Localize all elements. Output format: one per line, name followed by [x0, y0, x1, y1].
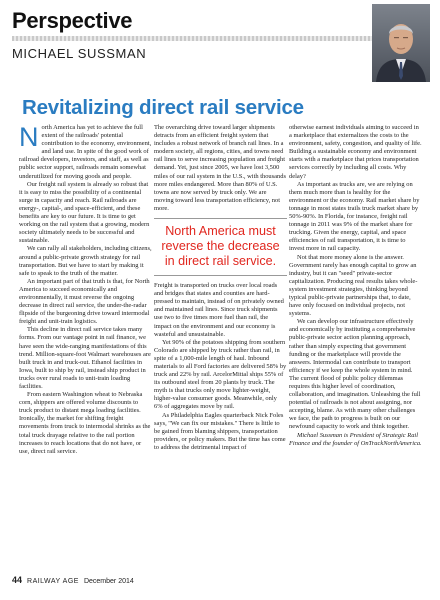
- paragraph: [19, 124, 152, 181]
- publication-name: RAILWAY AGE: [27, 578, 79, 585]
- author-photo: [372, 4, 430, 82]
- author-bio: Michael Sussman is President of Strategic Rail Finance and the founder of OnTrackNorthAmerica.: [289, 431, 422, 447]
- paragraph: From eastern Washington wheat to Nebraska corn, shippers are offered volume discounts to truck product to distant mega loading facilities. Ironically, the market for shifting freight movements from truck to intermodal shrinks as the total truck drayage relative to the rail portion increases to reach locations that do not have, or use, direct rail service.: [19, 391, 151, 455]
- paragraph: otherwise earnest individuals aiming to succeed in a marketplace that externalizes the costs to the environment, safety, congestion, and quality of life. Building a sustainable economy and environment starts with a marketplace that prices transportation services correctly by including all costs. Why delay?: [289, 124, 422, 180]
- paragraph: We can develop our infrastructure effectively and economically by instituting a comprehensive public-private sector action planning approach, rather than simply expecting that government funding or the marketplace will provide the answers. Intermodal can contribute to transport efficiency if we keep the whole system in mind. The current flood of public policy dilemmas requires this higher level of coordination, collaboration, and imagination. Unleashing the full potential of railroads is not about assigning, nor accepting, blame. As with many other challenges we face, the path to progress is built on our newfound capacity to work and think together.: [289, 318, 421, 431]
- section-label: Perspective: [12, 8, 133, 33]
- paragraph: Not that more money alone is the answer. Government rarely has enough capital to grow an industry, but it can "seed" private-sector capitalization. Producing real results takes whole-system investment strategies, thinking beyond typical public-private partnerships that, to date, have only focused on individual projects, not systems.: [289, 253, 418, 318]
- column-2-body: [154, 282, 287, 452]
- issue-date: December 2014: [83, 578, 134, 585]
- paragraph: Our freight rail system is already so robust that it is easy to miss the possibility of a continental surge in capacity and reach. Rail railroads are energy-, capital-, and space-efficient, and these benefits are key to our future. It is time to get working on the rail system that a growing, modern society ultimately needs to be successful and sustainable.: [19, 180, 150, 245]
- paragraph: As Philadelphia Eagles quarterback Nick Foles says, "We can fix our mistakes." There is little to be gained from blaming shippers, transportation providers, or policy makers. But the time has come to address the detrimental impact of: [154, 411, 286, 451]
- page-number: 44: [12, 575, 23, 585]
- paragraph: The overarching drive toward larger shipments detracts from an efficient freight system that includes a robust network of branch rail lines. In a modern society, all regions, cities, and towns need rail lines to serve increasing population and freight demand. Yet, just since 2005, we have lost 3,500 miles of our rail system in the U.S., with thousands more miles endangered. More than 80% of U.S. towns are now served by truck only. We are moving toward less transportation efficiency, not more.: [154, 124, 286, 212]
- page-footer: [12, 575, 134, 585]
- pull-quote: North America must reverse the decrease in direct rail service.: [154, 218, 287, 276]
- paragraph: An important part of that truth is that, for North America to succeed economically and environmentally, it must reverse the ongoing decrease in direct rail service, the under-the-radar flipside of the burgeoning drive toward intermodal freight and unit-train logistics.: [19, 277, 150, 326]
- paragraph: This decline in direct rail service takes many forms. From our vantage point in rail finance, we have seen the wide-ranging manifestations of this trend. Million-square-foot Walmart warehouses are built truck in and truck-out. Ethanol facilities in Iowa, built to ship by rail, instead ship product in trucks over rural roads to unit-train loading facilities.: [19, 326, 151, 390]
- paragraph: As important as trucks are, we are relying on them much more than is healthy for the environment or the economy. Rail market share by tonnage in most states trails truck market share by 50%-90%. In Florida, for instance, freight rail tonnage in 2011 was 9% of the market share for trucking. Given the energy, capital, and space efficiencies of rail transportation, it is time to invest more in rail capacity.: [289, 180, 420, 253]
- paragraph: Yet 90% of the potatoes shipping from southern Colorado are shipped by truck rather than rail, in spite of a 1,000-mile length of haul. Inbound materials to all Ford factories are delivered 58% by truck and 22% by rail. ArcelorMittal ships 55% of its outbound steel from 20 plants by truck. The myth is that trucks only move lighter-weight, higher-value consumer goods. Meanwhile, only 6% of aggregates move by rail.: [154, 338, 287, 411]
- paragraph: Freight is transported on trucks over local roads and bridges that states and counties are hard-pressed to maintain, instead of on privately owned and maintained rail lines. Since truck shipments use two to five times more fuel than rail, the impact on the environment and our economy is wasteful and unsustainable.: [154, 282, 284, 338]
- paragraph-text: orth America has yet to achieve the full extent of the railroads' potential contribution to the economy, environment, and land use. In spite of the good work of railroad developers, investors, and staff, as well as public sector support, railroads remain somewhat underutilized for moving goods and people.: [19, 124, 152, 180]
- paragraph: We can rally all stakeholders, including citizens, around a public-private growth strategy for rail transportation. But we have to start by making it safe to speak to the truth of the matter.: [19, 245, 152, 277]
- column-3: [289, 124, 422, 550]
- header-rule: [12, 36, 372, 41]
- column-1: [19, 124, 152, 550]
- drop-cap: N: [19, 124, 39, 152]
- column-2: [154, 124, 287, 550]
- headline: Revitalizing direct rail service: [22, 96, 304, 119]
- author-name: MICHAEL SUSSMAN: [12, 46, 147, 61]
